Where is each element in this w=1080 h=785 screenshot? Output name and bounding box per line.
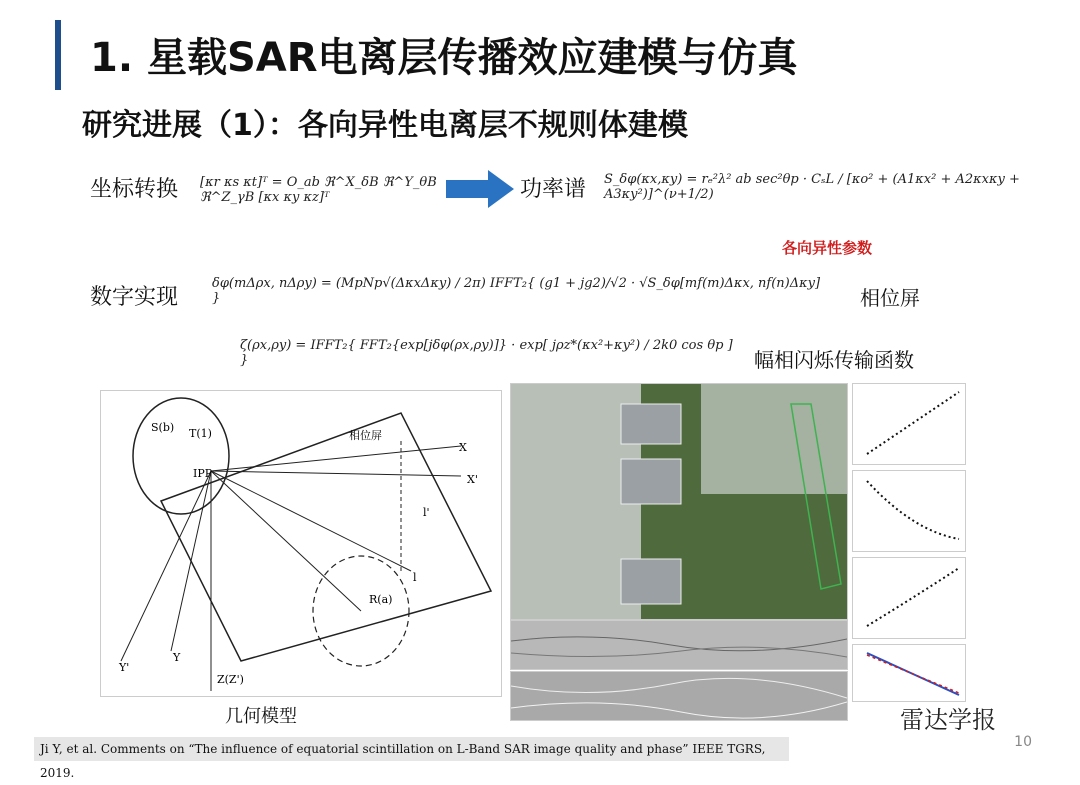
title-accent-bar (55, 20, 61, 90)
small-chart-2 (852, 470, 966, 552)
amplitude-strip-top (510, 620, 848, 670)
diagram-label: X' (467, 473, 478, 486)
diagram-label: IPP (193, 467, 213, 480)
page-title: 1. 星载SAR电离层传播效应建模与仿真 (90, 35, 798, 81)
small-chart-1 (852, 383, 966, 465)
coordinate-transform-label: 坐标转换 (90, 177, 179, 202)
phase-screen-formula: δφ(mΔρx, nΔρy) = (MpNp√(ΔκxΔκy) / 2π) IFFT₂{ (g1 + jg2)/√2 · √S_δφ[mf(m)Δκx, nf(n)Δκy] } (212, 276, 821, 306)
arrow-icon (446, 170, 514, 208)
power-spectrum-formula: S_δφ(κx,κy) = rₑ²λ² ab sec²θp · CₛL / [κo² + (A1κx² + A2κxκy + A3κy²)]^(ν+1/2) (604, 172, 1020, 202)
watermark: 雷达学报 (900, 706, 996, 734)
diagram-label: Z(Z') (217, 673, 244, 686)
phase-screen-label: 相位屏 (860, 286, 920, 310)
anisotropy-params-label: 各向异性参数 (782, 239, 873, 257)
diagram-label: T(1) (189, 427, 212, 440)
diagram-label: Y' (119, 661, 130, 674)
diagram-label: 相位屏 (349, 429, 382, 442)
geometry-diagram (100, 390, 502, 697)
small-chart-4 (852, 644, 966, 702)
diagram-label: R(a) (369, 593, 393, 606)
diagram-label: X (459, 441, 467, 454)
page-subtitle: 研究进展（1）：各向异性电离层不规则体建模 (82, 108, 688, 143)
numerical-impl-label: 数字实现 (90, 285, 179, 310)
diagram-label: l' (423, 506, 430, 519)
transfer-function-formula: ζ(ρx,ρy) = IFFT₂{ FFT₂{exp[jδφ(ρx,ρy)]} · exp[ jρz*(κx²+κy²) / 2k0 cos θp ] } (240, 338, 733, 368)
amplitude-strip-bottom (510, 671, 848, 721)
power-spectrum-label: 功率谱 (520, 177, 587, 202)
satellite-image (510, 383, 848, 620)
citation: Ji Y, et al. Comments on “The influence of equatorial scintillation on L-Band SAR image quality and phase” IEEE TGRS, 2019. (34, 737, 789, 761)
transfer-function-label: 幅相闪烁传输函数 (754, 348, 914, 372)
small-chart-3 (852, 557, 966, 639)
page-number: 10 (1014, 734, 1032, 750)
diagram-label: Y (173, 651, 181, 664)
geometry-model-caption: 几何模型 (225, 706, 297, 727)
diagram-label: l (413, 571, 417, 584)
diagram-label: S(b) (151, 421, 175, 434)
coordinate-formula: [κr κs κt]ᵀ = O_ab ℜ^X_δB ℜ^Y_θB ℜ^Z_γB [κx κy κz]ᵀ (200, 175, 437, 205)
